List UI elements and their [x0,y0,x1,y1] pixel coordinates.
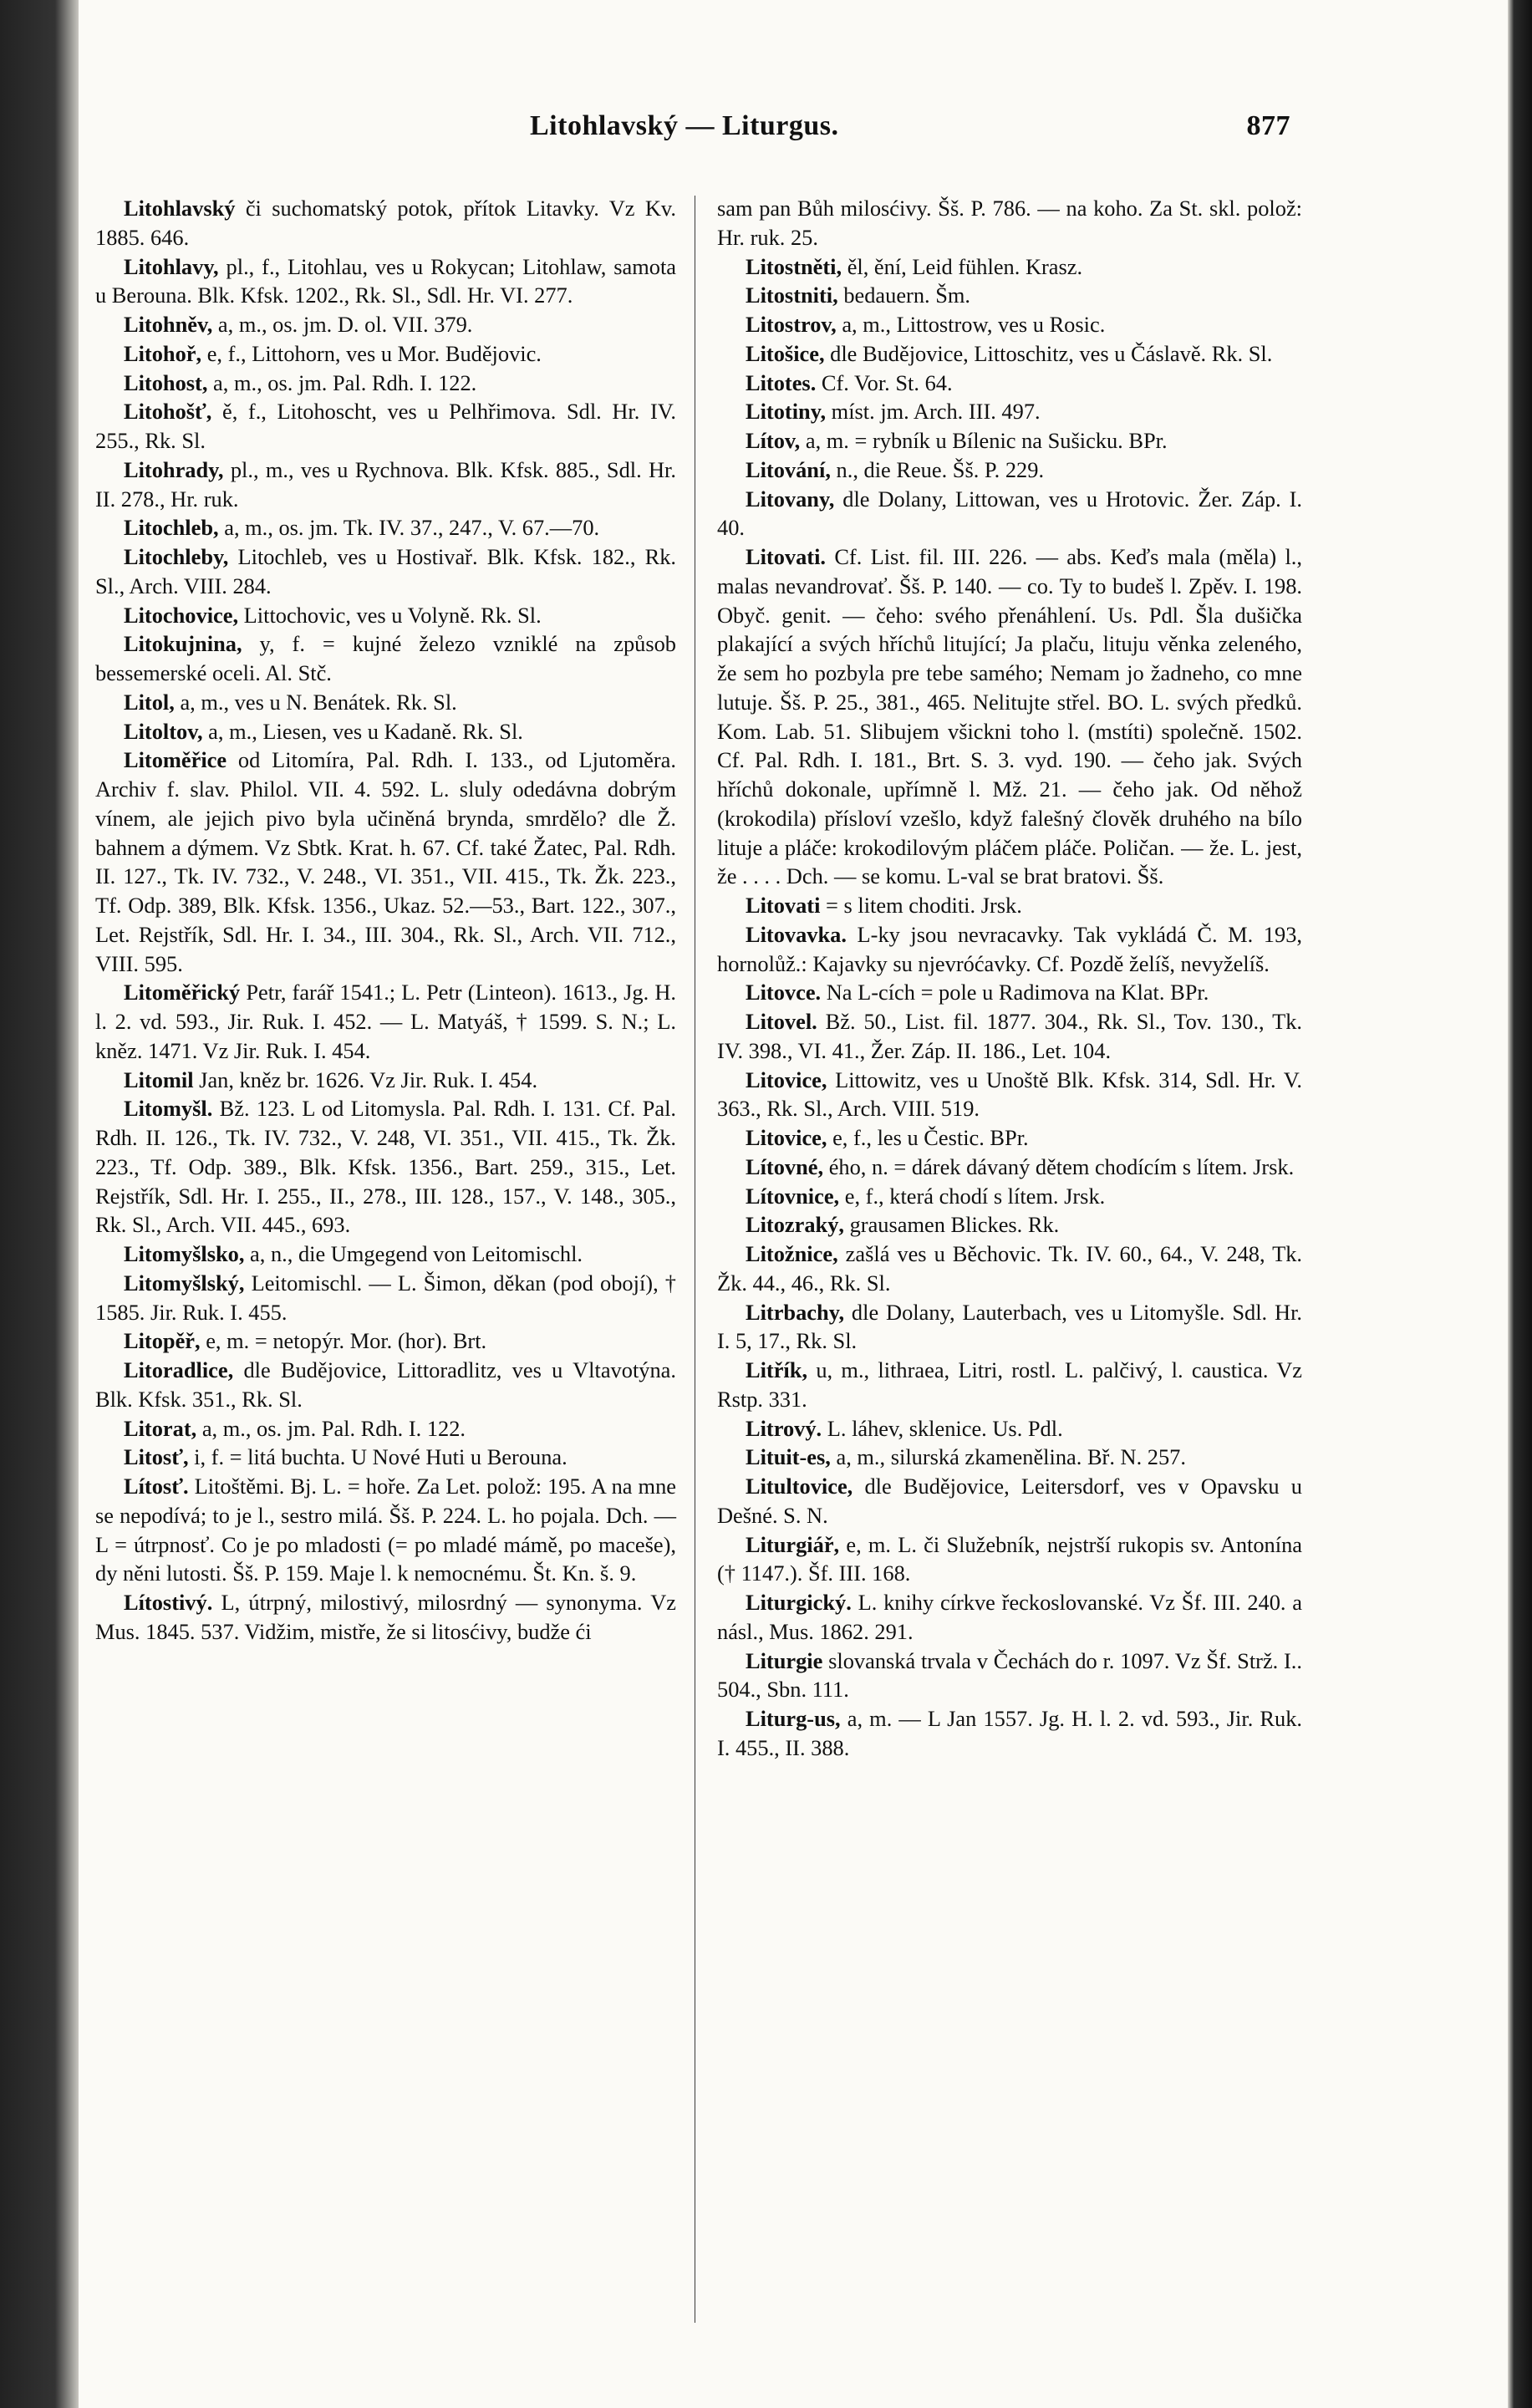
entry-text: dle Budějovice, Littoradlitz, ves u Vltavotýna. Blk. Kfsk. 351., Rk. Sl. [95,1357,676,1412]
entry-text: zašlá ves u Běchovic. Tk. IV. 60., 64., V. 248, Tk. Žk. 44., 46., Rk. Sl. [717,1241,1302,1296]
entry-text: dle Budějovice, Littoschitz, ves u Čáslavě. Rk. Sl. [824,340,1273,366]
dictionary-entry [717,456,1302,485]
entry-text: a, m., os. jm. Tk. IV. 37., 247., V. 67.—70. [218,515,600,541]
scan-right-edge [1508,0,1532,2408]
entry-headword: Litotes. [746,369,817,395]
entry-headword: Litošice, [746,340,825,366]
entry-headword: Litosť, [124,1444,189,1470]
dictionary-entry [717,1153,1302,1182]
entry-text: od Litomíra, Pal. Rdh. I. 133., od Ljutoměra. Archiv f. slav. Philol. VII. 4. 592. L. sluly odedávna dobrým vínem, ale jejich pivo byla učiněná brynda, smrdělo? dle Ž. bahnem a dýmem. Vz Sbtk. Krat. h. 67. Cf. také Žatec, Pal. Rdh. II. 127., Tk. IV. 732., V. 248., VI. 351., VII. 415., Tk. Žk. 223., Tf. Odp. 389, Blk. Kfsk. 1356., Ukaz. 52.—53., Bart. 122., 307., Let. Rejstřík, Sdl. Hr. I. 34., III. 304., Rk. Sl., Arch. VII. 712., VIII. 595. [95,747,676,976]
entry-headword: Litostniti, [746,283,838,308]
entry-text: sam pan Bůh milosćivy. Šš. P. 786. — na koho. Za St. skl. polož: Hr. ruk. 25. [717,196,1302,250]
entry-text: slovanská trvala v Čechách do r. 1097. Vz Šf. Strž. I.. 504., Sbn. 111. [717,1647,1302,1703]
entry-text: a, m., os. jm. Pal. Rdh. I. 122. [196,1415,466,1441]
entry-headword: Litohošť, [124,399,212,425]
entry-headword: Lítov, [746,428,801,453]
entry-headword: Litohost, [124,369,208,395]
entry-headword: Litohněv, [124,312,213,337]
entry-text: u, m., lithraea, Litri, rostl. L. palčivý, l. caustica. Vz Rstp. 331. [717,1357,1302,1412]
dictionary-entry [717,1298,1302,1357]
entry-headword: Litokujnina, [124,631,242,657]
dictionary-entry [717,920,1302,979]
entry-text: i, f. = litá buchta. U Nové Huti u Berouna. [188,1444,568,1470]
entry-headword: Litoměřický [124,980,241,1005]
entry-text: ěl, ění, Leid fühlen. Krasz. [842,253,1083,279]
dictionary-entry [717,194,1302,252]
dictionary-entry [95,1443,676,1472]
dictionary-entry [95,513,676,542]
dictionary-entry [95,310,676,339]
entry-text: dle Budějovice, Leitersdorf, ves v Opavsku u Dešné. S. N. [717,1474,1302,1528]
entry-headword: Litohlavský [124,196,236,221]
dictionary-entry [717,1240,1302,1298]
entry-text: Na L-cích = pole u Radimova na Klat. BPr. [821,980,1209,1005]
entry-text: e, f., les u Čestic. BPr. [827,1125,1029,1150]
dictionary-entry [95,252,676,311]
entry-text: pl., f., Litohlau, ves u Rokycan; Litohlaw, samota u Berouna. Blk. Kfsk. 1202., Rk. Sl., Sdl. Hr. VI. 277. [95,253,676,308]
dictionary-entry [717,339,1302,369]
entry-headword: Litovel. [746,1009,817,1034]
entry-headword: Litovavka. [746,921,847,947]
dictionary-entry [95,717,676,746]
dictionary-entry [717,369,1302,398]
dictionary-entry [95,456,676,514]
entry-text: dle Dolany, Lauterbach, ves u Litomyšle. Sdl. Hr. I. 5, 17., Rk. Sl. [717,1299,1302,1354]
entry-text: a, m., os. jm. D. ol. VII. 379. [212,312,473,337]
entry-text: bedauern. Šm. [837,283,971,308]
dictionary-entry [95,746,676,978]
entry-text: či suchomatský potok, přítok Litavky. Vz Kv. 1885. 646. [95,196,676,250]
dictionary-entry [95,629,676,688]
entry-text: L, útrpný, milostivý, milosrdný — synonyma. Vz Mus. 1845. 537. Vidžim, mistře, že si litosćivy, budže ći [95,1590,676,1644]
entry-headword: Litoměřice [124,747,227,773]
entry-headword: Litostněti, [746,253,842,279]
dictionary-entry [717,1210,1302,1240]
entry-headword: Litopěř, [124,1328,201,1354]
entry-headword: Litochleby, [124,544,229,569]
entry-headword: Liturg-us, [746,1706,841,1731]
entry-text: e, f., která chodí s lítem. Jrsk. [839,1183,1106,1209]
entry-text: a, n., die Umgegend von Leitomischl. [244,1241,583,1266]
entry-headword: Litozraký, [746,1212,845,1238]
entry-headword: Lituit-es, [746,1444,831,1470]
entry-headword: Litochovice, [124,602,239,628]
dictionary-entry [95,1066,676,1095]
dictionary-entry [717,1414,1302,1443]
entry-text: n., die Reue. Šš. P. 229. [830,456,1045,482]
entry-headword: Lítovnice, [746,1183,840,1209]
dictionary-entry [717,1356,1302,1414]
entry-headword: Litování, [746,456,831,482]
dictionary-entry [717,485,1302,543]
right-column [717,194,1302,1763]
entry-headword: Lítostivý. [124,1590,213,1615]
entry-text: e, m. = netopýr. Mor. (hor). Brt. [200,1328,487,1354]
entry-text: a, m., os. jm. Pal. Rdh. I. 122. [207,369,477,395]
dictionary-entry [717,1530,1302,1589]
dictionary-entry [717,542,1302,891]
dictionary-entry [717,891,1302,920]
entry-text: dle Dolany, Littowan, ves u Hrotovic. Žer. Záp. I. 40. [717,486,1302,541]
left-column [95,194,676,1647]
entry-text: = s litem choditi. Jrsk. [820,893,1022,918]
entry-headword: Litovice, [746,1125,827,1150]
dictionary-entry [717,281,1302,310]
running-header [95,110,1290,152]
dictionary-entry [95,1472,676,1588]
entry-headword: Litrbachy, [746,1299,845,1325]
dictionary-entry [95,339,676,369]
dictionary-entry [95,1356,676,1414]
dictionary-entry [717,978,1302,1007]
entry-headword: Litožnice, [746,1241,838,1266]
entry-text: L. láhev, sklenice. Us. Pdl. [822,1415,1063,1441]
entry-headword: Litochleb, [124,515,219,541]
entry-headword: Lítovné, [746,1153,824,1179]
entry-headword: Liturgie [746,1647,823,1673]
entry-headword: Litovany, [746,486,835,512]
entry-headword: Litol, [124,689,175,715]
dictionary-entry [95,542,676,601]
dictionary-entry [717,1443,1302,1472]
dictionary-entry [95,369,676,398]
entry-headword: Litoltov, [124,718,203,744]
entry-headword: Litomyšl. [124,1096,213,1122]
entry-text: a, m., ves u N. Benátek. Rk. Sl. [174,689,457,715]
entry-text: pl., m., ves u Rychnova. Blk. Kfsk. 885., Sdl. Hr. II. 278., Hr. ruk. [95,456,676,512]
entry-text: Petr, farář 1541.; L. Petr (Linteon). 1613., Jg. H. l. 2. vd. 593., Jir. Ruk. I. 452. — L. Matyáš, † 1599. S. N.; L. kněz. 1471. Vz Jir. Ruk. I. 454. [95,980,676,1063]
dictionary-entry [95,978,676,1065]
entry-text: a, m., Liesen, ves u Kadaně. Rk. Sl. [202,718,523,744]
entry-text: ého, n. = dárek dávaný dětem chodícím s lítem. Jrsk. [823,1153,1295,1179]
entry-text: e, f., Littohorn, ves u Mor. Budějovic. [201,340,542,366]
entry-headword: Litovce. [746,980,822,1005]
dictionary-entry [717,1123,1302,1153]
entry-headword: Litostrov, [746,312,837,337]
entry-text: Littowitz, ves u Unoště Blk. Kfsk. 314, Sdl. Hr. V. 363., Rk. Sl., Arch. VIII. 519. [717,1067,1302,1122]
dictionary-entry [95,1240,676,1269]
entry-headword: Litovice, [746,1067,827,1092]
dictionary-entry [717,1472,1302,1530]
entry-text: a, m. = rybník u Bílenic na Sušicku. BPr. [800,428,1168,453]
scan-left-edge [0,0,79,2408]
dictionary-entry [717,1066,1302,1124]
entry-text: Cf. List. fil. III. 226. — abs. Keďs mala (měla) l., malas nevandrovať. Šš. P. 140. — co. Ty to budeš l. Zpěv. I. 198. Obyč. genit. — čeho: svého přenáhlení. Us. Pdl. Šla dušička plakající a svých hříchů litující; Ja plaču, lituju věnka zeleného, že sem ho pozbyla pre tebe samého; Nemam jo žadneho, co mne lutuje. Šš. P. 25., 381., 465. Nelitujte střel. BO. L. svých předků. Kom. Lab. 51. Slibujem všickni toho l. (mstíti) společně. 1502. Cf. Pal. Rdh. I. 181., Brt. S. 3. vyd. 190. — čeho jak. Svých hříchů dokonale, upřímně l. Mž. 21. — čeho jak. Od něhož (krokodila) přísloví vzešlo, když falešný člověk druhého na bílo lituje a pláče: krokodilovým pláčem pláče. Poličan. — že. L. jest, že . . . . Dch. — se komu. L-val se brat bratovi. Šš. [717,544,1302,889]
dictionary-entry [95,688,676,717]
entry-headword: Litohlavy, [124,253,219,279]
entry-headword: Litorat, [124,1415,197,1441]
entry-headword: Litohoř, [124,340,202,366]
dictionary-entry [717,1182,1302,1211]
dictionary-entry [95,601,676,630]
entry-headword: Litultovice, [746,1474,853,1499]
dictionary-entry [717,1588,1302,1647]
entry-text: Bž. 123. L od Litomysla. Pal. Rdh. I. 131. Cf. Pal. Rdh. II. 126., Tk. IV. 732., V. 248, VI. 351., VII. 415., Tk. Žk. 223., Tf. Odp. 389., Blk. Kfsk. 1356., Bart. 259., 315., Let. Rejstřík, Sdl. Hr. I. 255., II., 278., III. 128., 157., V. 148., 305., Rk. Sl., Arch. VII. 445., 693. [95,1096,676,1238]
entry-text: a, m., silurská zkamenělina. Bř. N. 257. [830,1444,1186,1470]
dictionary-entry [717,252,1302,282]
dictionary-entry [95,1588,676,1647]
entry-text: Litochleb, ves u Hostivař. Blk. Kfsk. 182., Rk. Sl., Arch. VIII. 284. [95,544,676,598]
entry-text: e, m. L. či Služebník, nejstrší rukopis sv. Antonína († 1147.). Šf. III. 168. [717,1531,1302,1586]
entry-text: ě, f., Litohoscht, ves u Pelhřimova. Sdl. Hr. IV. 255., Rk. Sl. [95,399,676,453]
entry-headword: Litovati. [746,544,827,569]
header-title: Litohlavský — Liturgus. [530,110,839,141]
entry-text: Littochovic, ves u Volyně. Rk. Sl. [238,602,542,628]
dictionary-entry [717,1647,1302,1705]
entry-headword: Litohrady, [124,456,224,482]
entry-headword: Litřík, [746,1357,808,1382]
entry-headword: Liturgiář, [746,1531,840,1557]
dictionary-entry [95,1414,676,1443]
entry-text: míst. jm. Arch. III. 497. [826,399,1041,425]
entry-headword: Litomil [124,1067,194,1092]
dictionary-entry [717,426,1302,456]
dictionary-entry [95,397,676,456]
dictionary-entry [95,1269,676,1327]
dictionary-entry [95,1094,676,1240]
entry-headword: Litovati [746,893,821,918]
entry-text: y, f. = kujné železo vzniklé na způsob bessemerské oceli. Al. Stč. [95,631,676,685]
entry-headword: Litotiny, [746,399,827,425]
page-number: 877 [1246,110,1290,141]
dictionary-entry [717,1704,1302,1763]
entry-text: Leitomischl. — L. Šimon, děkan (pod obojí), † 1585. Jir. Ruk. I. 455. [95,1270,676,1325]
entry-text: L-ky jsou nevracavky. Tak vykládá Č. M. 193, hornolůž.: Kajavky su njevróćavky. Cf. Pozdě želíš, nevyželíš. [717,921,1302,976]
dictionary-entry [95,194,676,252]
dictionary-entry [717,1007,1302,1066]
entry-text: L. knihy církve řeckoslovanské. Vz Šf. III. 240. a násl., Mus. 1862. 291. [717,1590,1302,1644]
entry-headword: Litrový. [746,1415,822,1441]
entry-headword: Litoradlice, [124,1357,234,1382]
entry-text: Jan, kněz br. 1626. Vz Jir. Ruk. I. 454. [193,1067,538,1092]
entry-headword: Liturgický. [746,1590,852,1615]
entry-headword: Lítosť. [124,1474,189,1499]
entry-text: a, m. — L Jan 1557. Jg. H. l. 2. vd. 593., Jir. Ruk. I. 455., II. 388. [717,1706,1302,1760]
dictionary-entry [717,310,1302,339]
entry-text: Cf. Vor. St. 64. [816,369,953,395]
entry-text: Bž. 50., List. fil. 1877. 304., Rk. Sl., Tov. 130., Tk. IV. 398., VI. 41., Žer. Záp. II. 186., Let. 104. [717,1009,1302,1063]
entry-text: grausamen Blickes. Rk. [844,1212,1060,1238]
dictionary-entry [717,397,1302,426]
entry-headword: Litomyšlsko, [124,1241,245,1266]
entry-headword: Litomyšlský, [124,1270,245,1296]
dictionary-entry [95,1326,676,1356]
entry-text: Litoštěmi. Bj. L. = hoře. Za Let. polož: 195. A na mne se nepodívá; to je l., sestro milá. Šš. P. 224. L. ho pojala. Dch. — L = útrpnosť. Co je po mladosti (= po mladé mámě, po maceše), dy něni lutosti. Šš. P. 159. Maje l. k nemocnému. Št. Kn. š. 9. [95,1474,676,1586]
entry-text: a, m., Littostrow, ves u Rosic. [836,312,1106,337]
